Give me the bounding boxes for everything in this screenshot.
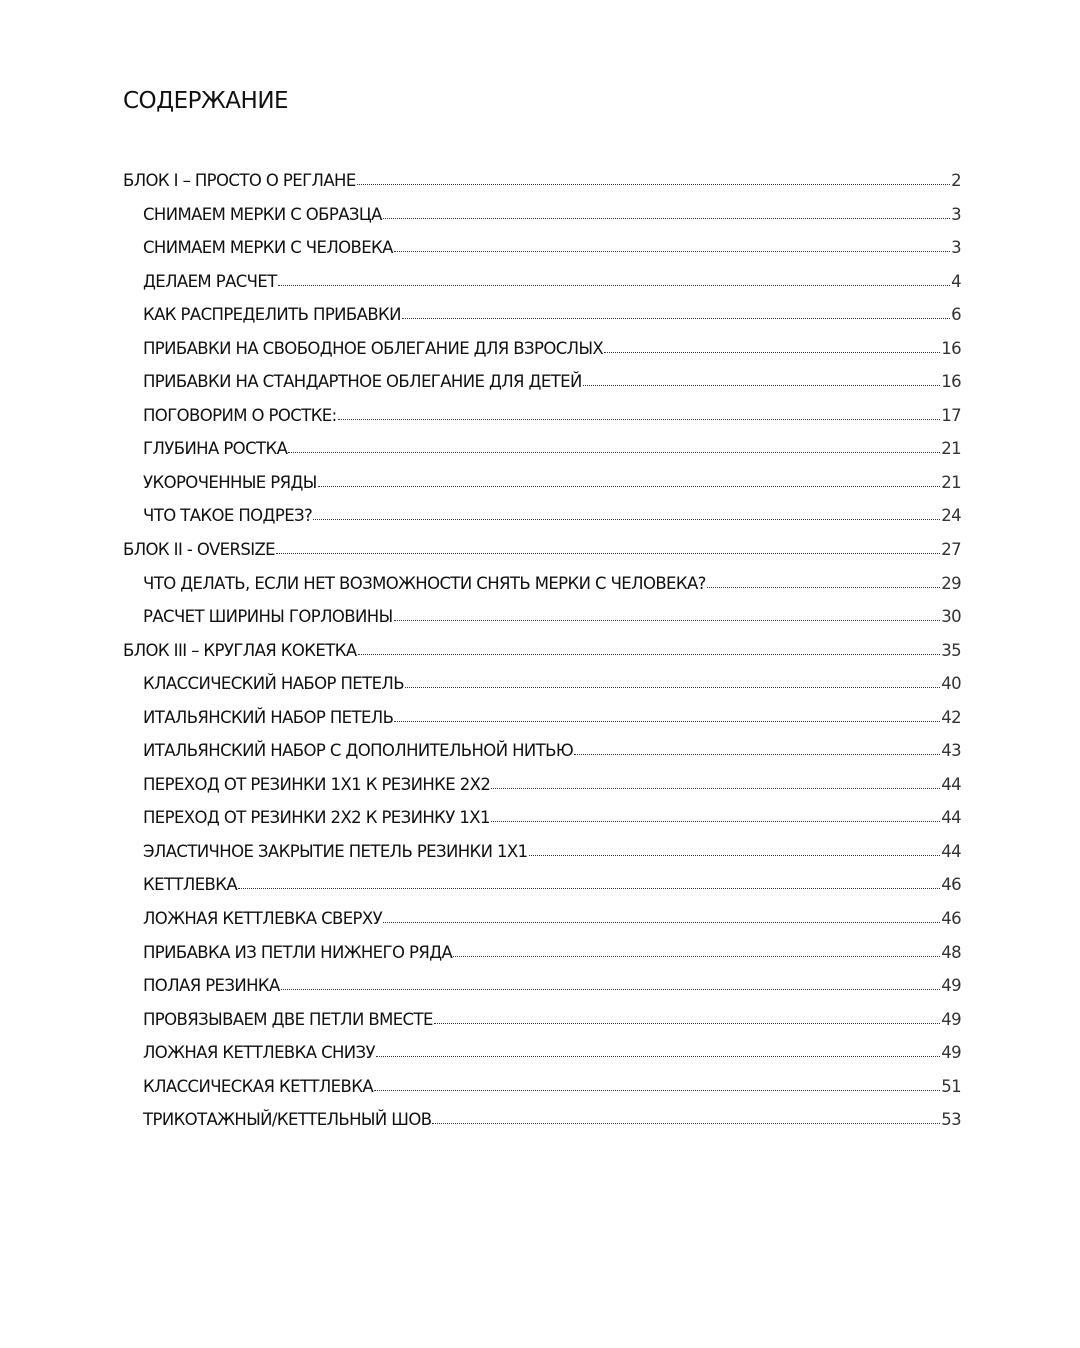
toc-page-number: 49 [941,1009,961,1029]
toc-entry-title: ПРИБАВКИ НА СВОБОДНОЕ ОБЛЕГАНИЕ ДЛЯ ВЗРОСЛЫХ [143,338,604,358]
dot-leader [374,1089,940,1091]
toc-entry-title: УКОРОЧЕННЫЕ РЯДЫ [143,472,317,492]
dot-leader [491,820,940,822]
toc-entry-title: ЧТО ДЕЛАТЬ, ЕСЛИ НЕТ ВОЗМОЖНОСТИ СНЯТЬ МЕРКИ С ЧЕЛОВЕКА? [143,573,706,593]
toc-entry-title: СНИМАЕМ МЕРКИ С ЧЕЛОВЕКА [143,238,393,258]
dot-leader [313,518,940,520]
dot-leader [338,418,941,420]
toc-page-number: 21 [941,472,961,492]
dot-leader [394,619,941,621]
toc-page-number: 44 [941,774,961,794]
toc-subsection-entry[interactable] [123,1077,961,1111]
toc-page-number: 30 [941,607,961,627]
dot-leader [434,1022,940,1024]
toc-entry-title: ДЕЛАЕМ РАСЧЕТ [143,271,277,291]
dot-leader [383,217,950,219]
toc-subsection-entry[interactable] [123,808,961,842]
toc-page-number: 44 [941,841,961,861]
toc-page-number: 48 [941,942,961,962]
toc-subsection-entry[interactable] [123,741,961,775]
toc-entry-title: ИТАЛЬЯНСКИЙ НАБОР ПЕТЕЛЬ [143,707,394,727]
page-title: СОДЕРЖАНИЕ [123,88,289,114]
toc-entry-title: ЛОЖНАЯ КЕТТЛЕВКА СВЕРХУ [143,909,383,929]
dot-leader [357,183,950,185]
toc-subsection-entry[interactable] [123,238,961,272]
toc-page-number: 27 [941,540,961,560]
toc-page-number: 51 [941,1076,961,1096]
toc-page-number: 49 [941,1043,961,1063]
toc-page-number: 16 [941,372,961,392]
toc-subsection-entry[interactable] [123,205,961,239]
dot-leader [278,284,950,286]
toc-page-number: 21 [941,439,961,459]
toc-subsection-entry[interactable] [123,875,961,909]
table-of-contents [123,171,961,1144]
toc-page-number: 49 [941,976,961,996]
toc-subsection-entry[interactable] [123,976,961,1010]
toc-entry-title: ПОГОВОРИМ О РОСТКЕ: [143,405,337,425]
toc-subsection-entry[interactable] [123,506,961,540]
dot-leader [707,586,940,588]
toc-entry-title: ПРОВЯЗЫВАЕМ ДВЕ ПЕТЛИ ВМЕСТЕ [143,1009,433,1029]
dot-leader [405,686,940,688]
toc-entry-title: ПОЛАЯ РЕЗИНКА [143,976,280,996]
toc-page-number: 24 [941,506,961,526]
toc-subsection-entry[interactable] [123,574,961,608]
toc-page-number: 35 [941,640,961,660]
toc-subsection-entry[interactable] [123,775,961,809]
toc-page-number: 40 [941,674,961,694]
toc-subsection-entry[interactable] [123,339,961,373]
toc-entry-title: ПРИБАВКИ НА СТАНДАРТНОЕ ОБЛЕГАНИЕ ДЛЯ ДЕТЕЙ [143,372,582,392]
dot-leader [529,854,941,856]
toc-entry-title: ГЛУБИНА РОСТКА [143,439,288,459]
toc-subsection-entry[interactable] [123,674,961,708]
toc-subsection-entry[interactable] [123,1043,961,1077]
dot-leader [318,485,940,487]
dot-leader [288,451,940,453]
toc-subsection-entry[interactable] [123,708,961,742]
toc-entry-title: БЛОК II - OVERSIZE [123,540,275,560]
dot-leader [432,1122,940,1124]
toc-page-number: 3 [951,204,961,224]
toc-entry-title: КЛАССИЧЕСКИЙ НАБОР ПЕТЕЛЬ [143,674,404,694]
toc-entry-title: КЛАССИЧЕСКАЯ КЕТТЛЕВКА [143,1076,374,1096]
toc-subsection-entry[interactable] [123,439,961,473]
toc-page-number: 4 [951,271,961,291]
dot-leader [376,1055,940,1057]
dot-leader [358,653,941,655]
dot-leader [402,317,950,319]
toc-subsection-entry[interactable] [123,1110,961,1144]
dot-leader [394,720,940,722]
toc-entry-title: КАК РАСПРЕДЕЛИТЬ ПРИБАВКИ [143,305,401,325]
toc-entry-title: БЛОК III – КРУГЛАЯ КОКЕТКА [123,640,357,660]
toc-subsection-entry[interactable] [123,607,961,641]
toc-entry-title: СНИМАЕМ МЕРКИ С ОБРАЗЦА [143,204,382,224]
toc-page-number: 43 [941,741,961,761]
toc-section-entry[interactable] [123,641,961,675]
toc-entry-title: ПЕРЕХОД ОТ РЕЗИНКИ 2Х2 К РЕЗИНКУ 1Х1 [143,808,490,828]
dot-leader [238,887,940,889]
toc-entry-title: ИТАЛЬЯНСКИЙ НАБОР С ДОПОЛНИТЕЛЬНОЙ НИТЬЮ [143,741,574,761]
toc-subsection-entry[interactable] [123,272,961,306]
toc-subsection-entry[interactable] [123,406,961,440]
dot-leader [276,552,940,554]
toc-entry-title: ЛОЖНАЯ КЕТТЛЕВКА СНИЗУ [143,1043,375,1063]
dot-leader [394,250,950,252]
dot-leader [383,921,940,923]
toc-page-number: 2 [951,171,961,190]
toc-page-number: 17 [941,405,961,425]
toc-subsection-entry[interactable] [123,372,961,406]
toc-entry-title: БЛОК I – ПРОСТО О РЕГЛАНЕ [123,171,356,190]
toc-page-number: 53 [941,1110,961,1130]
toc-entry-title: ТРИКОТАЖНЫЙ/КЕТТЕЛЬНЫЙ ШОВ [143,1110,432,1130]
toc-entry-title: КЕТТЛЕВКА [143,875,238,895]
toc-entry-title: РАСЧЕТ ШИРИНЫ ГОРЛОВИНЫ [143,607,393,627]
dot-leader [281,988,940,990]
dot-leader [604,351,940,353]
toc-page-number: 46 [941,875,961,895]
toc-page-number: 29 [941,573,961,593]
toc-section-entry[interactable] [123,540,961,574]
toc-subsection-entry[interactable] [123,473,961,507]
dot-leader [583,384,940,386]
toc-subsection-entry[interactable] [123,943,961,977]
toc-subsection-entry[interactable] [123,842,961,876]
toc-entry-title: ПРИБАВКА ИЗ ПЕТЛИ НИЖНЕГО РЯДА [143,942,453,962]
toc-subsection-entry[interactable] [123,1010,961,1044]
toc-page-number: 6 [951,305,961,325]
toc-page-number: 42 [941,707,961,727]
toc-page-number: 44 [941,808,961,828]
toc-entry-title: ПЕРЕХОД ОТ РЕЗИНКИ 1Х1 К РЕЗИНКЕ 2Х2 [143,774,491,794]
toc-page-number: 46 [941,909,961,929]
toc-page-number: 16 [941,338,961,358]
toc-section-entry[interactable] [123,171,961,205]
dot-leader [491,787,940,789]
toc-entry-title: ЧТО ТАКОЕ ПОДРЕЗ? [143,506,313,526]
toc-subsection-entry[interactable] [123,305,961,339]
toc-entry-title: ЭЛАСТИЧНОЕ ЗАКРЫТИЕ ПЕТЕЛЬ РЕЗИНКИ 1Х1 [143,841,528,861]
dot-leader [453,955,940,957]
toc-subsection-entry[interactable] [123,909,961,943]
dot-leader [574,753,940,755]
toc-page-number: 3 [951,238,961,258]
